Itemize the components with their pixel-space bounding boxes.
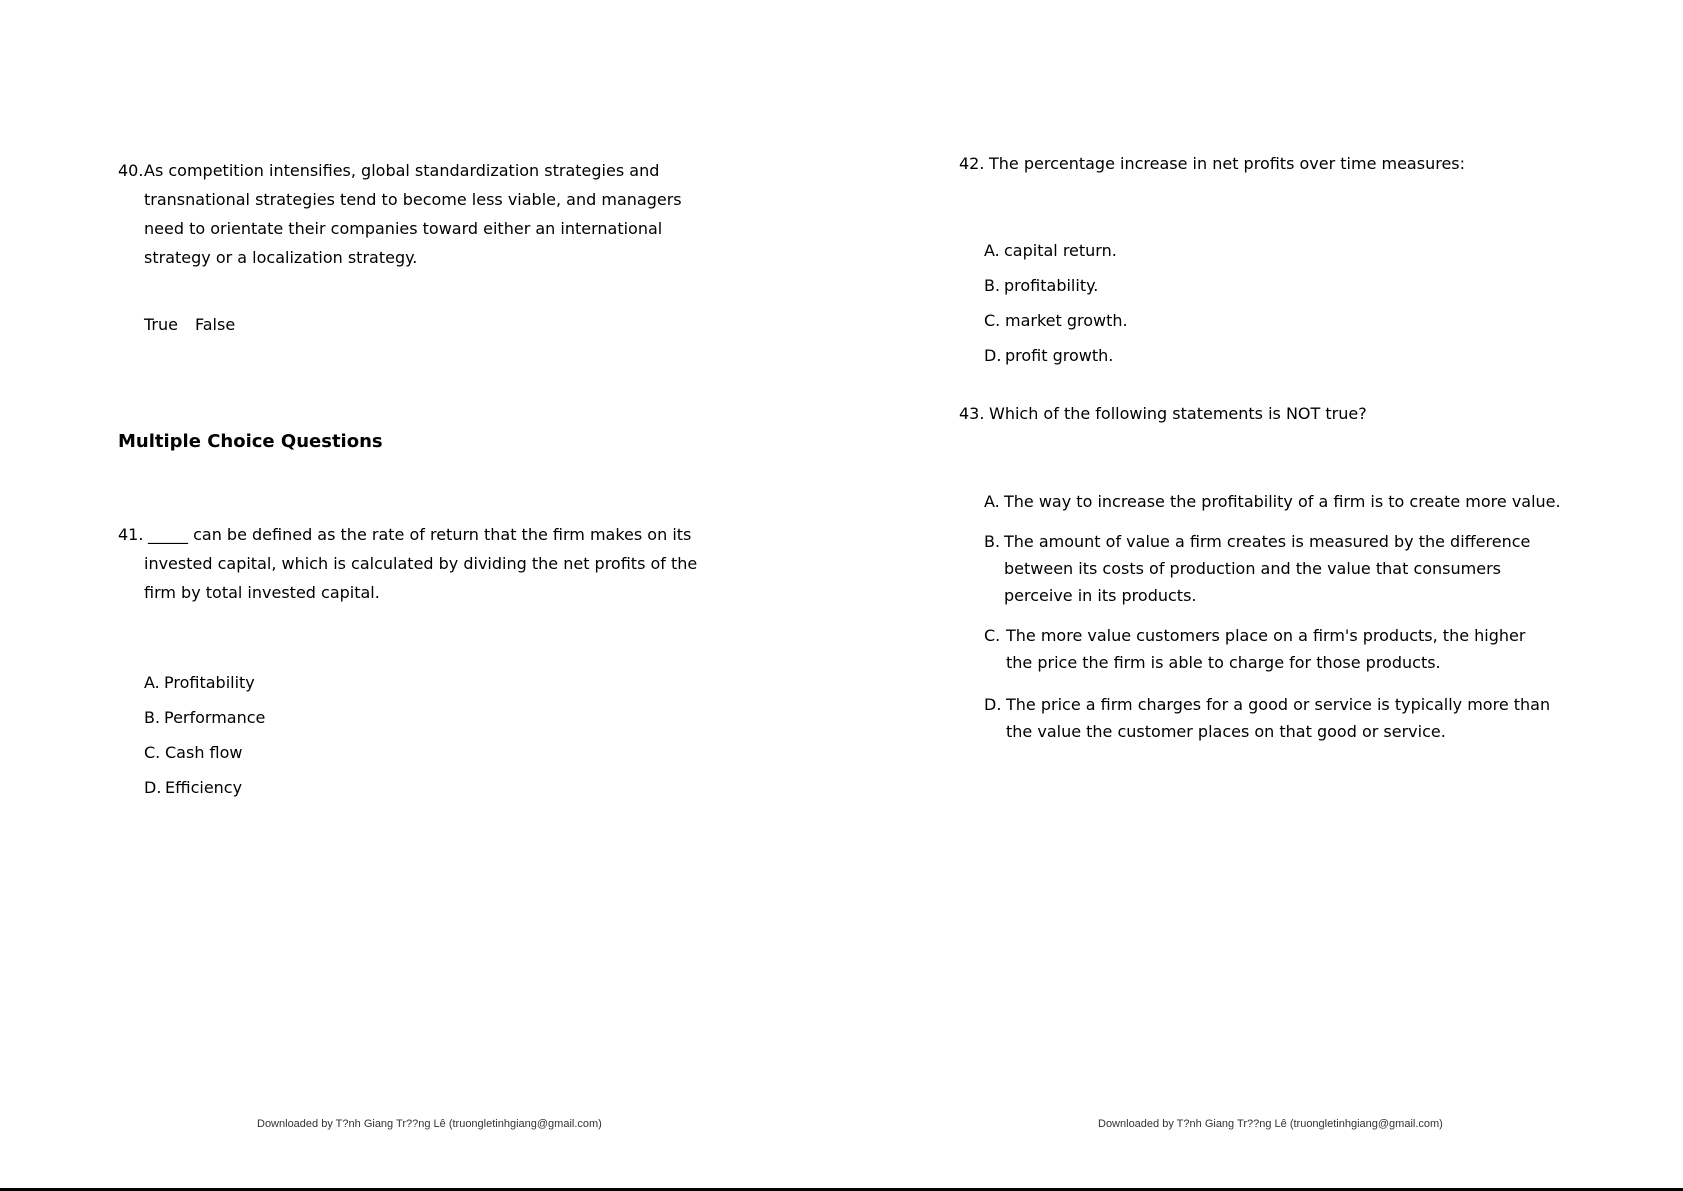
option-text-line: perceive in its products. [1004,586,1197,605]
option-letter: D. [984,695,1002,714]
option-letter: A. [144,673,160,692]
question-number: 43. [959,404,985,423]
download-footer: Downloaded by T?nh Giang Tr??ng Lê (truongletinhgiang@gmail.com) [257,1118,602,1130]
option-letter: B. [984,532,1001,551]
download-footer: Downloaded by T?nh Giang Tr??ng Lê (truongletinhgiang@gmail.com) [1098,1118,1443,1130]
option-letter: C. [984,626,1001,645]
question-number: 41. [118,525,144,544]
option-text: profit growth. [1005,346,1114,365]
option-text-line: The way to increase the profitability of a firm is to create more value. [1004,492,1561,511]
question-text-line: _____ can be defined as the rate of return that the firm makes on its [148,525,692,544]
option-letter: B. [984,276,1001,295]
option-letter: A. [984,241,1000,260]
option-text: Profitability [164,673,255,692]
option-text-line: The price a firm charges for a good or service is typically more than [1006,695,1551,714]
question-text-line: transnational strategies tend to become less viable, and managers [144,190,682,209]
option-text: profitability. [1004,276,1099,295]
question-text-line: As competition intensifies, global standardization strategies and [144,161,660,180]
option-letter: A. [984,492,1000,511]
section-heading: Multiple Choice Questions [118,431,383,452]
option-text-line: The amount of value a firm creates is measured by the difference [1004,532,1531,551]
option-letter: D. [144,778,162,797]
option-text-line: between its costs of production and the value that consumers [1004,559,1501,578]
option-letter: C. [984,311,1001,330]
question-number: 42. [959,154,985,173]
question-text: Which of the following statements is NOT true? [989,404,1367,423]
option-text: capital return. [1004,241,1117,260]
option-letter: B. [144,708,161,727]
option-letter: C. [144,743,161,762]
option-text: Performance [164,708,266,727]
option-text-line: The more value customers place on a firm's products, the higher [1006,626,1526,645]
option-text-line: the value the customer places on that good or service. [1006,722,1446,741]
option-letter: D. [984,346,1002,365]
question-text-line: firm by total invested capital. [144,583,380,602]
question-number: 40. [118,161,144,180]
option-text: Efficiency [165,778,243,797]
question-text-line: need to orientate their companies toward either an international [144,219,663,238]
option-text-line: the price the firm is able to charge for those products. [1006,653,1441,672]
question-text: The percentage increase in net profits over time measures: [989,154,1466,173]
question-text-line: invested capital, which is calculated by dividing the net profits of the [144,554,698,573]
false-option[interactable]: False [195,315,236,334]
option-text: market growth. [1005,311,1128,330]
option-text: Cash flow [165,743,243,762]
question-text-line: strategy or a localization strategy. [144,248,418,267]
true-option[interactable]: True [144,315,178,334]
